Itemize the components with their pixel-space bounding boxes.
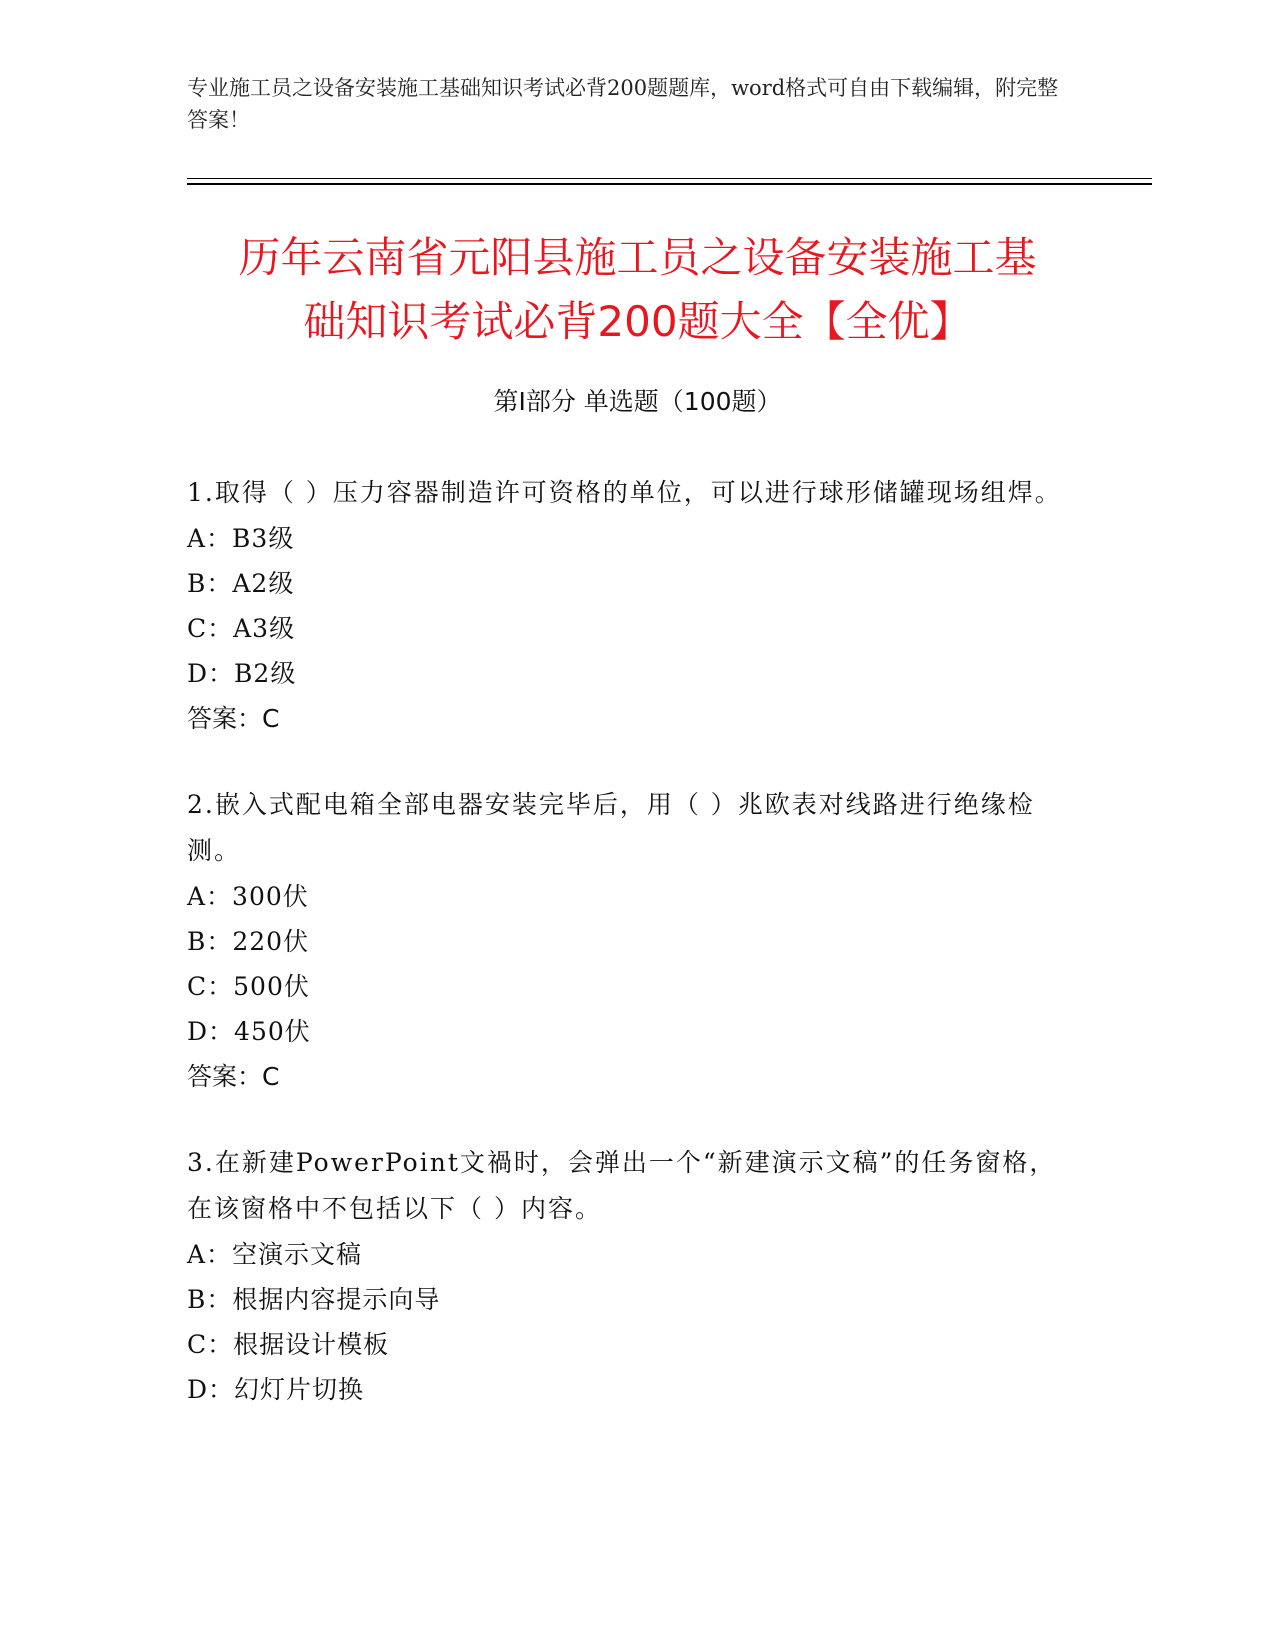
question-list <box>187 470 1077 1452</box>
option-a: A：空演示文稿 <box>187 1240 363 1269</box>
option-c: C：500伏 <box>187 972 310 1001</box>
document-title <box>160 226 1115 354</box>
question-stem: 3.在新建PowerPoint文禍时，会弹出一个“新建演示文稿”的任务窗格，在该窗格中不包括以下（ ）内容。 <box>187 1148 1057 1223</box>
question-stem: 1.取得（ ）压力容器制造许可资格的单位，可以进行球形储罐现场组焊。 <box>187 478 1062 507</box>
option-c: C：根据设计模板 <box>187 1330 390 1359</box>
option-c: C：A3级 <box>187 614 296 643</box>
answer: 答案：C <box>187 704 280 733</box>
header-divider-top <box>187 178 1152 179</box>
option-d: D：450伏 <box>187 1017 311 1046</box>
header-note: 专业施工员之设备安装施工基础知识考试必背200题题库，word格式可自由下载编辑，附完整答案！ <box>187 76 1059 132</box>
option-b: B：根据内容提示向导 <box>187 1285 441 1314</box>
answer: 答案：C <box>187 1062 280 1091</box>
question-3 <box>187 1140 1077 1412</box>
question-1 <box>187 470 1077 742</box>
question-2 <box>187 782 1077 1100</box>
document-title-line-2: 础知识考试必背200题大全【全优】 <box>303 297 972 346</box>
question-stem: 2.嵌入式配电箱全部电器安装完毕后，用（ ）兆欧表对线路进行绝缘检测。 <box>187 790 1035 865</box>
section-title: 第Ⅰ部分 单选题（100题） <box>493 387 782 416</box>
option-b: B：220伏 <box>187 927 310 956</box>
option-a: A：300伏 <box>187 882 309 911</box>
option-a: A：B3级 <box>187 524 295 553</box>
option-b: B：A2级 <box>187 569 295 598</box>
document-title-line-1: 历年云南省元阳县施工员之设备安装施工基 <box>238 233 1037 282</box>
header-divider-bottom <box>187 183 1152 185</box>
option-d: D：幻灯片切换 <box>187 1375 365 1404</box>
option-d: D：B2级 <box>187 659 297 688</box>
